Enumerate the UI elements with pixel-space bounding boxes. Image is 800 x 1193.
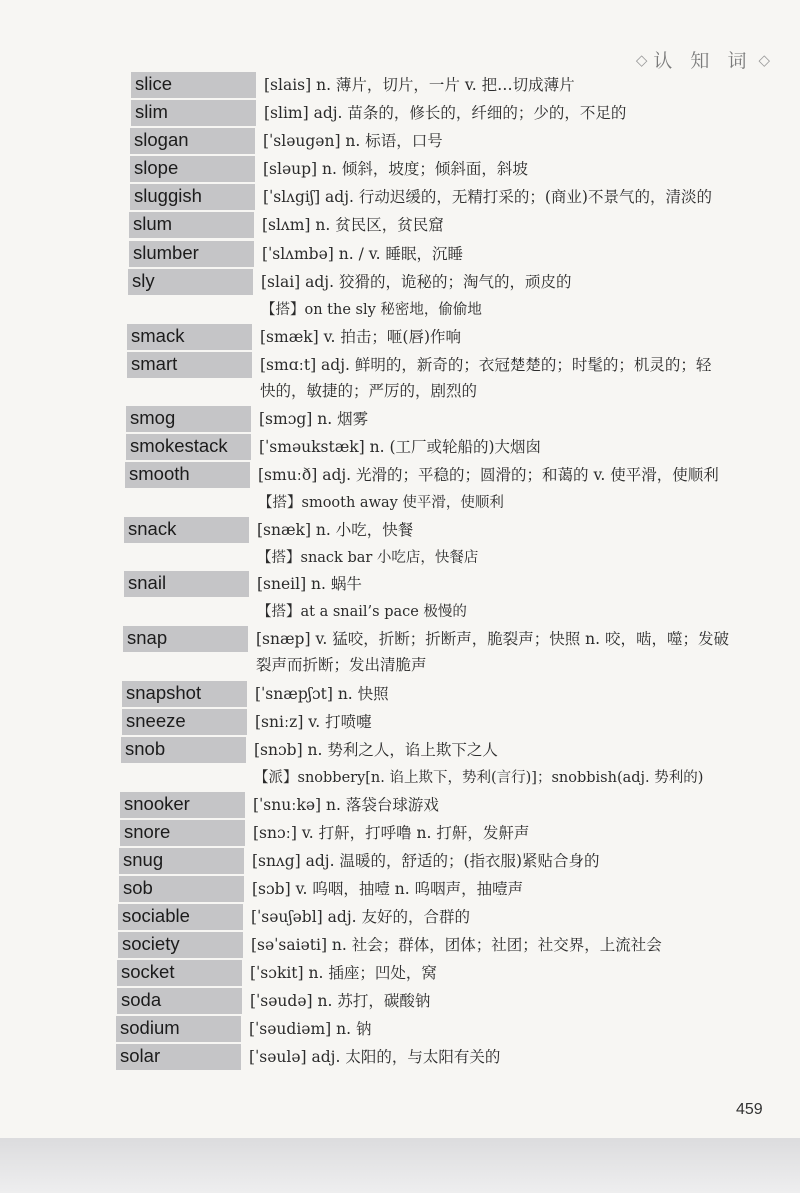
headword: snail — [124, 571, 249, 597]
definition-line: [sniːz] v. 打喷嚏 — [255, 713, 372, 731]
headword: society — [118, 932, 243, 958]
definition — [255, 681, 795, 707]
dictionary-entry — [120, 820, 793, 846]
definition — [263, 128, 800, 154]
definition — [252, 848, 792, 874]
dictionary-entry — [129, 212, 800, 238]
diamond-ornament-left-icon: ◇ — [635, 50, 648, 69]
headword: soda — [117, 988, 242, 1014]
headword: smart — [127, 352, 252, 378]
dictionary-entry — [122, 709, 795, 735]
definition — [257, 517, 797, 571]
definition — [254, 737, 794, 791]
page-shadow — [0, 1138, 800, 1193]
headword: snapshot — [122, 681, 247, 707]
dictionary-entry — [120, 792, 793, 818]
definition — [263, 156, 800, 182]
headword: smooth — [125, 462, 250, 488]
definition — [255, 709, 795, 735]
definition-line: [snʌg] adj. 温暖的，舒适的；(指衣服)紧贴合身的 — [252, 852, 600, 870]
definition-line: [smɔg] n. 烟雾 — [259, 410, 369, 428]
collocation-note: 【搭】snack bar 小吃店，快餐店 — [257, 550, 479, 566]
definition-line: 裂声而折断；发出清脆声 — [256, 656, 427, 674]
dictionary-entry — [126, 406, 799, 432]
definition — [249, 1016, 789, 1042]
definition-line: [slai] adj. 狡猾的，诡秘的；淘气的，顽皮的 — [261, 273, 572, 291]
headword: slice — [131, 72, 256, 98]
dictionary-entry — [131, 100, 800, 126]
definition — [264, 72, 800, 98]
dictionary-entry — [122, 681, 795, 707]
dictionary-entry — [125, 462, 798, 516]
collocation-note: 【搭】smooth away 使平滑，使顺利 — [258, 495, 504, 511]
headword: sociable — [118, 904, 243, 930]
headword: snob — [121, 737, 246, 763]
headword: slope — [130, 156, 255, 182]
definition — [253, 792, 793, 818]
definition-line: [ˈsnuːkə] n. 落袋台球游戏 — [253, 796, 439, 814]
dictionary-entry — [116, 1044, 789, 1070]
definition-line: [ˈsəudiəm] n. 钠 — [249, 1020, 372, 1038]
definition — [251, 932, 791, 958]
definition — [250, 960, 790, 986]
definition — [262, 241, 800, 267]
definition-line: [smæk] v. 拍击；咂(唇)作响 — [260, 328, 462, 346]
definition-line: [ˈsəulə] adj. 太阳的，与太阳有关的 — [249, 1048, 501, 1066]
definition — [264, 100, 800, 126]
definition — [262, 212, 800, 238]
definition-line: [slim] adj. 苗条的，修长的，纤细的；少的，不足的 — [264, 104, 627, 122]
definition-line: [snæp] v. 猛咬，折断；折断声，脆裂声；快照 n. 咬，啮，噬；发破 — [256, 630, 729, 648]
definition-line: [ˈsləugən] n. 标语，口号 — [263, 132, 443, 150]
definition — [253, 820, 793, 846]
collocation-note: 【派】snobbery[n. 谄上欺下，势利(言行)]；snobbish(adj. 势利的) — [254, 770, 704, 786]
definition-line: [snɔb] n. 势利之人，谄上欺下之人 — [254, 741, 498, 759]
dictionary-entry — [124, 571, 797, 625]
definition-line: [smuːð] adj. 光滑的；平稳的；圆滑的；和蔼的 v. 使平滑，使顺利 — [258, 466, 719, 484]
definition — [260, 324, 800, 350]
definition-line: [smɑːt] adj. 鲜明的，新奇的；衣冠楚楚的；时髦的；机灵的；轻 — [260, 356, 712, 374]
dictionary-entry — [117, 988, 790, 1014]
definition — [259, 406, 799, 432]
headword: snooker — [120, 792, 245, 818]
headword: socket — [117, 960, 242, 986]
dictionary-entry — [130, 128, 800, 154]
headword: smack — [127, 324, 252, 350]
headword: smog — [126, 406, 251, 432]
definition-line: [ˈslʌmbə] n. / v. 睡眠，沉睡 — [262, 245, 464, 263]
definition — [256, 626, 796, 678]
definition — [251, 904, 791, 930]
headword: slum — [129, 212, 254, 238]
section-title: 认 知 词 — [653, 50, 753, 72]
headword: sodium — [116, 1016, 241, 1042]
headword: snap — [123, 626, 248, 652]
dictionary-entry — [131, 72, 800, 98]
definition — [259, 434, 799, 460]
headword: solar — [116, 1044, 241, 1070]
dictionary-entry — [128, 269, 800, 323]
collocation-note: 【搭】on the sly 秘密地，偷偷地 — [261, 302, 482, 318]
headword: smokestack — [126, 434, 251, 460]
definition-line: [ˈslʌgiʃ] adj. 行动迟缓的，无精打采的；(商业)不景气的，清淡的 — [263, 188, 712, 206]
definition-line: [ˈsəudə] n. 苏打，碳酸钠 — [250, 992, 431, 1010]
definition-line: [slais] n. 薄片，切片，一片 v. 把…切成薄片 — [264, 76, 575, 94]
headword: sneeze — [122, 709, 247, 735]
definition — [263, 184, 800, 210]
definition — [252, 876, 792, 902]
headword: sluggish — [130, 184, 255, 210]
definition — [261, 269, 800, 323]
dictionary-entry — [127, 352, 800, 404]
definition-line: [sneil] n. 蜗牛 — [257, 575, 362, 593]
dictionary-entry — [126, 434, 799, 460]
definition-line: [ˈsɔkit] n. 插座；凹处，窝 — [250, 964, 437, 982]
dictionary-entry — [130, 156, 800, 182]
definition-line: 快的，敏捷的；严厉的，剧烈的 — [260, 382, 478, 400]
dictionary-entry — [118, 904, 791, 930]
dictionary-entry — [118, 932, 791, 958]
collocation-note: 【搭】at a snail’s pace 极慢的 — [257, 604, 467, 620]
dictionary-entry — [119, 848, 792, 874]
dictionary-entry — [124, 517, 797, 571]
dictionary-entry — [130, 184, 800, 210]
headword: snug — [119, 848, 244, 874]
headword: snore — [120, 820, 245, 846]
definition-line: [slʌm] n. 贫民区，贫民窟 — [262, 216, 444, 234]
dictionary-entry — [127, 324, 800, 350]
definition-line: [snɔː] v. 打鼾，打呼噜 n. 打鼾，发鼾声 — [253, 824, 530, 842]
definition-line: [sɔb] v. 呜咽，抽噎 n. 呜咽声，抽噎声 — [252, 880, 524, 898]
definition-line: [ˈsəuʃəbl] adj. 友好的，合群的 — [251, 908, 470, 926]
headword: sly — [128, 269, 253, 295]
dictionary-entry — [116, 1016, 789, 1042]
page-number: 459 — [736, 1101, 763, 1118]
definition-line: [snæk] n. 小吃，快餐 — [257, 521, 414, 539]
page-header — [636, 46, 770, 73]
dictionary-entry — [123, 626, 796, 678]
headword: slim — [131, 100, 256, 126]
headword: sob — [119, 876, 244, 902]
headword: snack — [124, 517, 249, 543]
definition-line: [ˈsməukstæk] n. (工厂或轮船的)大烟囱 — [259, 438, 542, 456]
headword: slogan — [130, 128, 255, 154]
definition — [260, 352, 800, 404]
definition-line: [səˈsaiəti] n. 社会；群体，团体；社团；社交界，上流社会 — [251, 936, 662, 954]
definition — [257, 571, 797, 625]
dictionary-entry — [129, 241, 800, 267]
diamond-ornament-right-icon: ◇ — [758, 50, 770, 69]
dictionary-entry — [121, 737, 794, 791]
definition — [249, 1044, 789, 1070]
headword: slumber — [129, 241, 254, 267]
definition-line: [sləup] n. 倾斜，坡度；倾斜面，斜坡 — [263, 160, 528, 178]
definition-line: [ˈsnæpʃɔt] n. 快照 — [255, 685, 389, 703]
definition — [258, 462, 798, 516]
dictionary-entry — [119, 876, 792, 902]
dictionary-entry — [117, 960, 790, 986]
definition — [250, 988, 790, 1014]
